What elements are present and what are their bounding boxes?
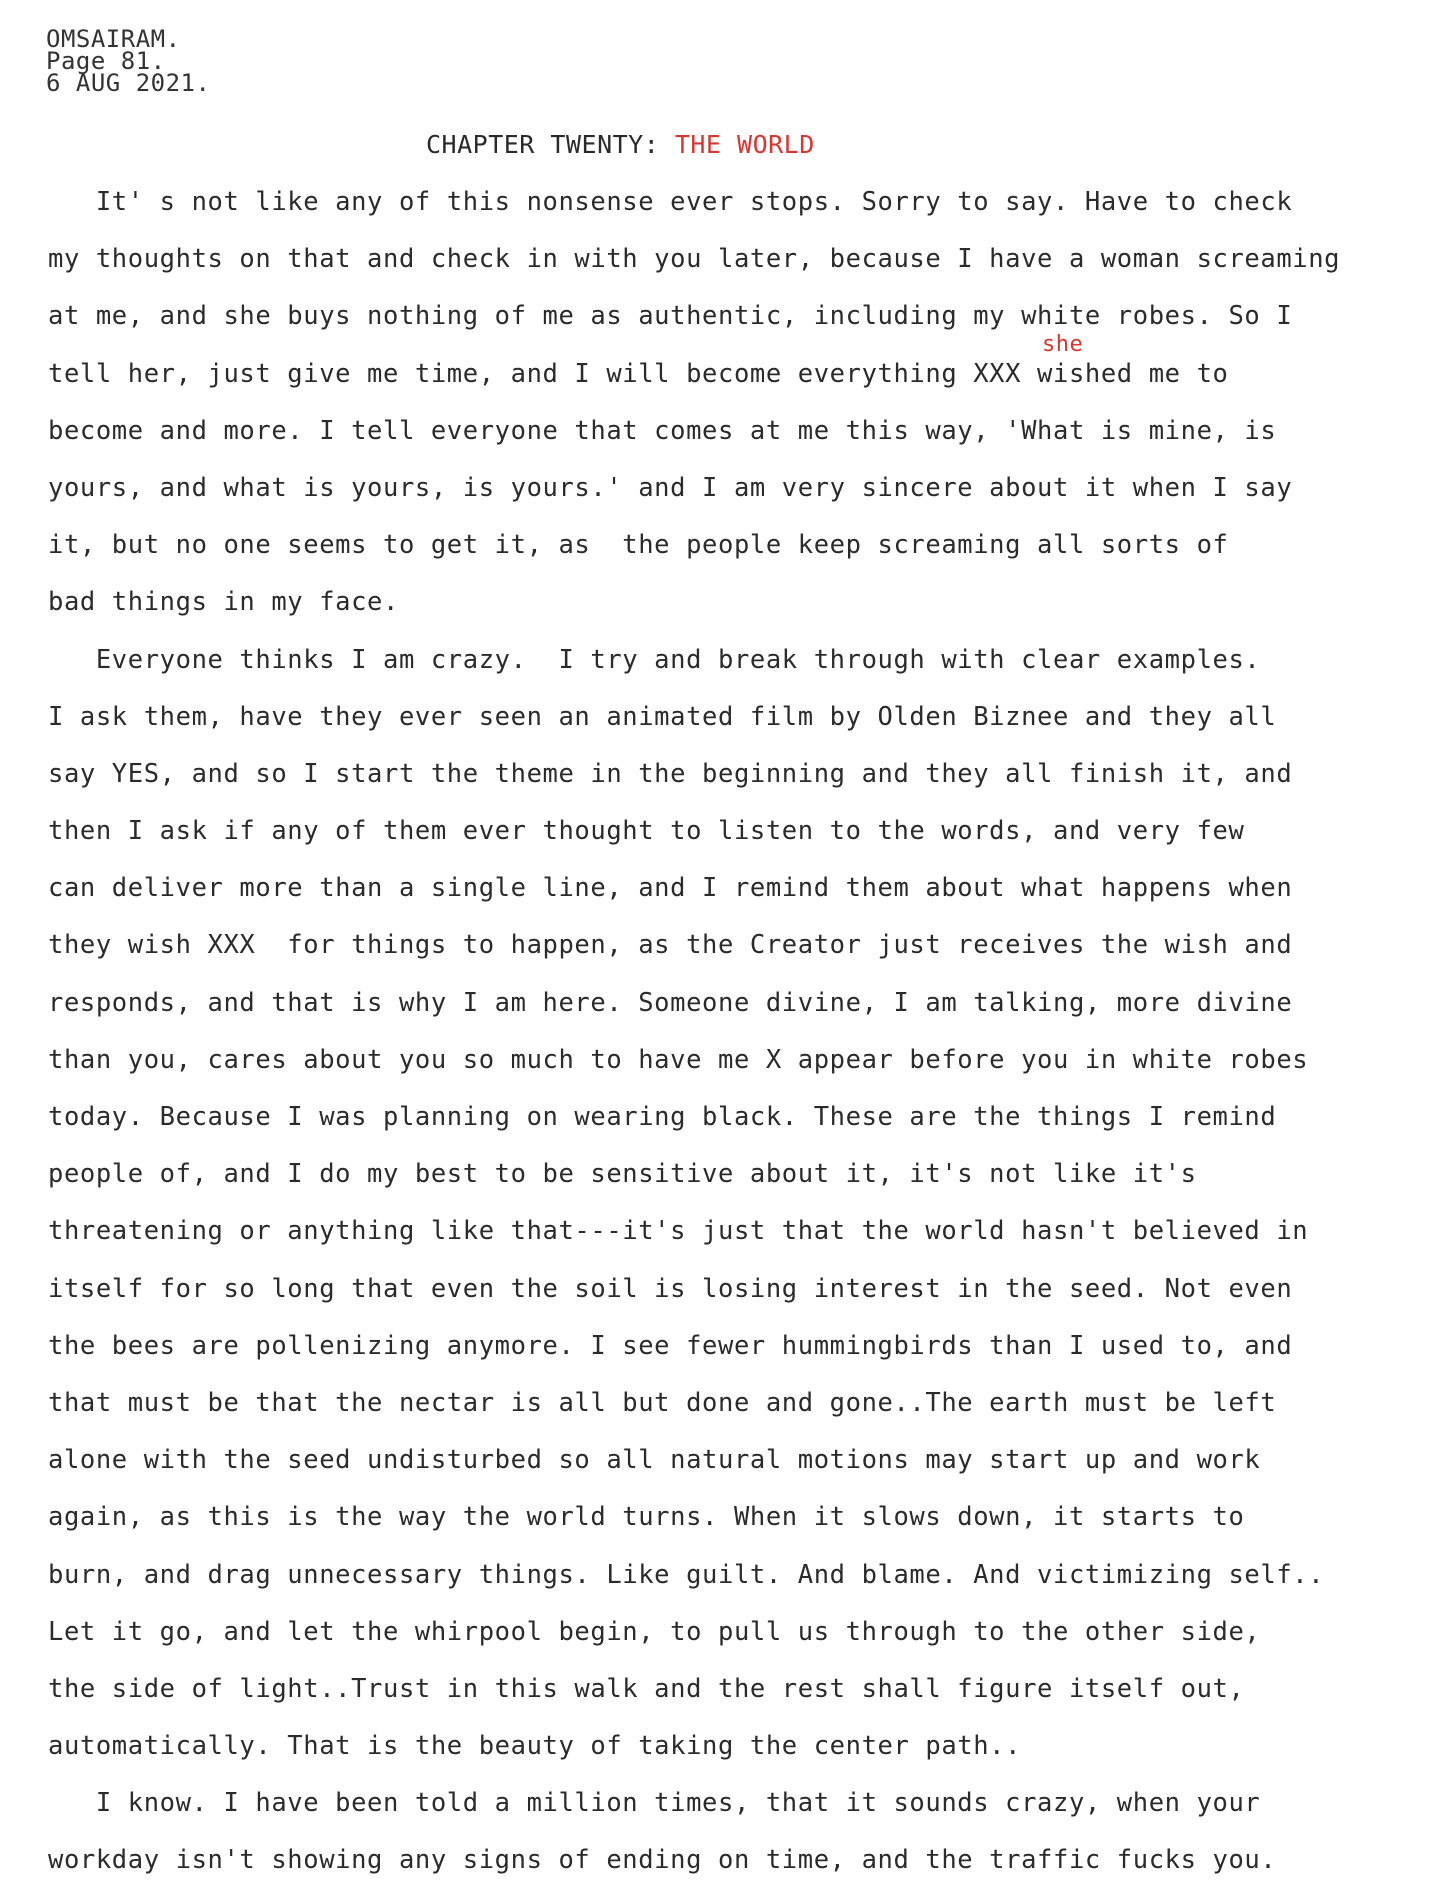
text-line: then I ask if any of them ever thought to listen to the words, and very few — [48, 816, 1245, 847]
header-date: 6 AUG 2021. — [46, 69, 211, 97]
header-page-number: Page 81. — [46, 47, 166, 75]
text-line: the side of light..Trust in this walk and the rest shall figure itself out, — [48, 1673, 1245, 1704]
text-line: than you, cares about you so much to have me X appear before you in white robes — [48, 1044, 1309, 1075]
text-line: workday isn't showing any signs of ending on time, and the traffic fucks you. — [48, 1845, 1277, 1876]
text-line: alone with the seed undisturbed so all natural motions may start up and work — [48, 1445, 1261, 1476]
text-line: It' s not like any of this nonsense ever stops. Sorry to say. Have to check — [48, 187, 1293, 217]
text-line: yours, and what is yours, is yours.' and I am very sincere about it when I say — [48, 472, 1293, 503]
text-line: Let it go, and let the whirpool begin, to pull us through to the other side, — [48, 1616, 1261, 1647]
text-line: threatening or anything like that---it's just that the world hasn't believed in — [48, 1216, 1309, 1247]
text-line: my thoughts on that and check in with you later, because I have a woman screaming — [48, 244, 1341, 275]
text-line: that must be that the nectar is all but done and gone..The earth must be left — [48, 1387, 1277, 1418]
body-text — [48, 187, 1448, 1903]
text-line: again, as this is the way the world turns. When it slows down, it starts to — [48, 1502, 1245, 1533]
text-line: they wish XXX for things to happen, as the Creator just receives the wish and — [48, 930, 1293, 961]
text-line: burn, and drag unnecessary things. Like guilt. And blame. And victimizing self.. — [48, 1559, 1325, 1590]
header-title: OMSAIRAM. — [46, 25, 181, 53]
text-line: responds, and that is why I am here. Someone divine, I am talking, more divine — [48, 987, 1293, 1018]
text-line: today. Because I was planning on wearing black. These are the things I remind — [48, 1102, 1277, 1132]
text-line: itself for so long that even the soil is losing interest in the seed. Not even — [48, 1273, 1293, 1304]
text-line: I know. I have been told a million times, that it sounds crazy, when your — [48, 1788, 1261, 1819]
text-line: the bees are pollenizing anymore. I see fewer hummingbirds than I used to, and — [48, 1330, 1293, 1361]
text-line: I ask them, have they ever seen an animated film by Olden Biznee and they all — [48, 701, 1277, 732]
text-line: automatically. That is the beauty of taking the center path.. — [48, 1731, 1022, 1762]
chapter-title-highlight: THE WORLD — [674, 130, 815, 159]
text-line: can deliver more than a single line, and I remind them about what happens when — [48, 873, 1293, 904]
text-line: people of, and I do my best to be sensitive about it, it's not like it's — [48, 1159, 1197, 1190]
page-header — [46, 25, 211, 97]
text-line: become and more. I tell everyone that comes at me this way, 'What is mine, is — [48, 415, 1277, 446]
text-line: say YES, and so I start the theme in the beginning and they all finish it, and — [48, 758, 1293, 789]
text-line: Everyone thinks I am crazy. I try and break through with clear examples. — [48, 644, 1261, 675]
chapter-title — [426, 130, 815, 160]
text-line: tell her, just give me time, and I will become everything XXX wished me to — [48, 358, 1229, 389]
text-line: it, but no one seems to get it, as the people keep screaming all sorts of — [48, 530, 1229, 561]
text-line: at me, and she buys nothing of me as authentic, including my white robes. So I — [48, 301, 1293, 332]
text-line: bad things in my face. — [48, 587, 399, 618]
handwritten-annotation: she — [1042, 332, 1084, 357]
chapter-title-prefix: CHAPTER TWENTY: — [426, 130, 675, 159]
